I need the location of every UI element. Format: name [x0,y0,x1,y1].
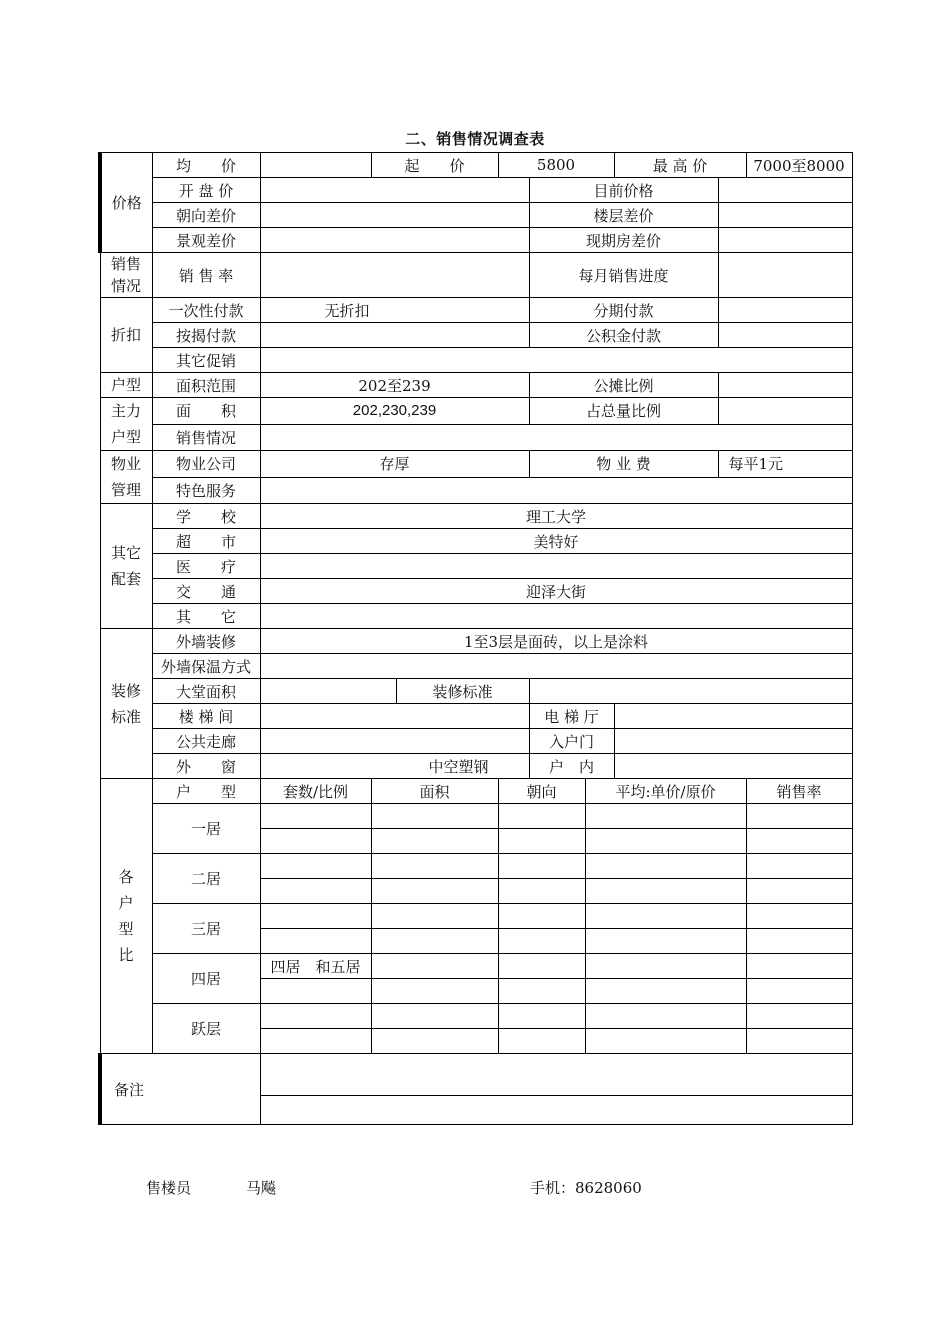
unit-cell [260,929,371,954]
elevator-hall-label: 电 梯 厅 [529,704,614,729]
unit-cell [746,904,852,929]
header-count-ratio: 套数/比例 [260,779,371,804]
unit-cell [585,804,746,829]
agent-label: 售楼员 [146,1179,192,1197]
max-price-value: 7000至8000 [746,153,852,178]
area-range-label: 面积范围 [152,373,260,398]
unit-cell [371,829,498,854]
decoration-standard-value [529,679,852,704]
unit-row-label: 二居 [152,854,260,904]
floor-diff-label: 楼层差价 [529,203,718,228]
unit-cell [498,929,585,954]
agent-name: 马飚 [246,1179,277,1197]
property-company-value: 存厚 [260,451,529,478]
unit-cell [260,979,371,1004]
view-diff-value [260,228,529,253]
unit-cell [585,854,746,879]
mortgage-value [260,323,529,348]
installment-label: 分期付款 [529,298,718,323]
unit-cell [371,929,498,954]
current-price-value [718,178,852,203]
ready-diff-label: 现期房差价 [529,228,718,253]
lump-sum-label: 一次性付款 [152,298,260,323]
unit-cell [371,1029,498,1054]
orientation-diff-value [260,203,529,228]
unit-cell [260,879,371,904]
medical-value [260,554,852,579]
school-label: 学 校 [152,504,260,529]
main-area-label: 面 积 [152,398,260,425]
start-price-value: 5800 [498,153,614,178]
unit-cell [498,829,585,854]
unit-cell [371,804,498,829]
unit-cell [585,979,746,1004]
floor-diff-value [718,203,852,228]
view-diff-label: 景观差价 [152,228,260,253]
unit-cell [260,854,371,879]
unit-cell [585,1004,746,1029]
unit-cell [371,1004,498,1029]
other-facility-value [260,604,852,629]
main-sales-label: 销售情况 [152,424,260,451]
window-label: 外 窗 [152,754,260,779]
installment-value [718,298,852,323]
sales-rate-value [260,253,529,298]
section-main-unit: 主力户型 [100,398,152,451]
page-title: 二、销售情况调查表 [405,130,545,148]
other-promo-label: 其它促销 [152,348,260,373]
section-sales: 销售情况 [100,253,152,298]
section-decoration: 装修标准 [100,629,152,779]
unit-cell [746,1029,852,1054]
unit-cell [260,904,371,929]
entry-door-label: 入户门 [529,729,614,754]
unit-cell [371,954,498,979]
unit-cell [585,929,746,954]
area-range-value: 202至239 [260,373,529,398]
special-service-value [260,477,852,504]
section-discount: 折扣 [100,298,152,373]
unit-cell [498,904,585,929]
orientation-diff-label: 朝向差价 [152,203,260,228]
insulation-label: 外墙保温方式 [152,654,260,679]
main-sales-value [260,424,852,451]
indoor-label: 户 内 [529,754,614,779]
unit-cell [371,879,498,904]
unit-cell [498,879,585,904]
other-promo-value [260,348,852,373]
fund-value [718,323,852,348]
market-label: 超 市 [152,529,260,554]
traffic-value: 迎泽大街 [260,579,852,604]
unit-note: 四居 和五居 [260,954,371,979]
unit-cell [498,804,585,829]
header-unit-type: 户 型 [152,779,260,804]
section-facilities: 其它配套 [100,504,152,629]
stairwell-label: 楼 梯 间 [152,704,260,729]
unit-cell [746,879,852,904]
unit-cell [260,829,371,854]
unit-cell [746,954,852,979]
sales-rate-label: 销 售 率 [152,253,260,298]
lobby-area-label: 大堂面积 [152,679,260,704]
unit-cell [260,1029,371,1054]
unit-cell [746,829,852,854]
stairwell-value [260,704,529,729]
monthly-progress-value [718,253,852,298]
decoration-standard-label: 装修标准 [396,679,529,704]
unit-row-label: 三居 [152,904,260,954]
ready-diff-value [718,228,852,253]
max-price-label: 最 高 价 [614,153,746,178]
unit-cell [498,1029,585,1054]
unit-cell [585,879,746,904]
section-price: 价格 [100,153,152,253]
unit-cell [260,804,371,829]
school-value: 理工大学 [260,504,852,529]
remarks-extra [260,1095,852,1124]
traffic-label: 交 通 [152,579,260,604]
sales-survey-table [98,152,853,1125]
exterior-wall-label: 外墙装修 [152,629,260,654]
header-area: 面积 [371,779,498,804]
share-ratio-value [718,373,852,398]
exterior-wall-value: 1至3层是面砖，以上是涂料 [260,629,852,654]
unit-cell [746,1004,852,1029]
unit-cell [498,979,585,1004]
unit-cell [260,1004,371,1029]
unit-row-label: 跃层 [152,1004,260,1054]
main-area-value: 202,230,239 [260,398,529,425]
section-property: 物业管理 [100,451,152,504]
insulation-value [260,654,852,679]
unit-cell [371,979,498,1004]
lump-sum-value: 无折扣 [260,298,529,323]
avg-price-label: 均 价 [152,153,260,178]
special-service-label: 特色服务 [152,477,260,504]
unit-cell [498,1004,585,1029]
indoor-value [614,754,852,779]
avg-price-value [260,153,371,178]
corridor-label: 公共走廊 [152,729,260,754]
unit-cell [498,954,585,979]
unit-cell [585,954,746,979]
unit-cell [498,854,585,879]
monthly-progress-label: 每月销售进度 [529,253,718,298]
header-orientation: 朝向 [498,779,585,804]
entry-door-value [614,729,852,754]
unit-cell [371,854,498,879]
property-company-label: 物业公司 [152,451,260,478]
share-ratio-label: 公摊比例 [529,373,718,398]
section-unit-type: 户型 [100,373,152,398]
other-facility-label: 其 它 [152,604,260,629]
opening-price-value [260,178,529,203]
unit-cell [746,929,852,954]
phone: 手机：8628060 [530,1179,642,1197]
section-remarks: 备注 [100,1054,260,1125]
section-unit-ratio: 各户型比 [100,779,152,1054]
header-avg-price: 平均:单价/原价 [585,779,746,804]
current-price-label: 目前价格 [529,178,718,203]
elevator-hall-value [614,704,852,729]
unit-row-label: 一居 [152,804,260,854]
market-value: 美特好 [260,529,852,554]
unit-row-label: 四居 [152,954,260,1004]
proportion-value [718,398,852,425]
corridor-value [260,729,529,754]
unit-cell [746,979,852,1004]
lobby-area-value [260,679,396,704]
header-sales-rate: 销售率 [746,779,852,804]
unit-cell [585,829,746,854]
unit-cell [746,854,852,879]
start-price-label: 起 价 [371,153,498,178]
property-fee-value: 每平1元 [718,451,852,478]
remarks-value [260,1054,852,1096]
unit-cell [585,1029,746,1054]
window-value: 中空塑钢 [260,754,529,779]
unit-cell [585,904,746,929]
property-fee-label: 物 业 费 [529,451,718,478]
unit-cell [371,904,498,929]
unit-cell [746,804,852,829]
fund-label: 公积金付款 [529,323,718,348]
proportion-label: 占总量比例 [529,398,718,425]
mortgage-label: 按揭付款 [152,323,260,348]
opening-price-label: 开 盘 价 [152,178,260,203]
medical-label: 医 疗 [152,554,260,579]
